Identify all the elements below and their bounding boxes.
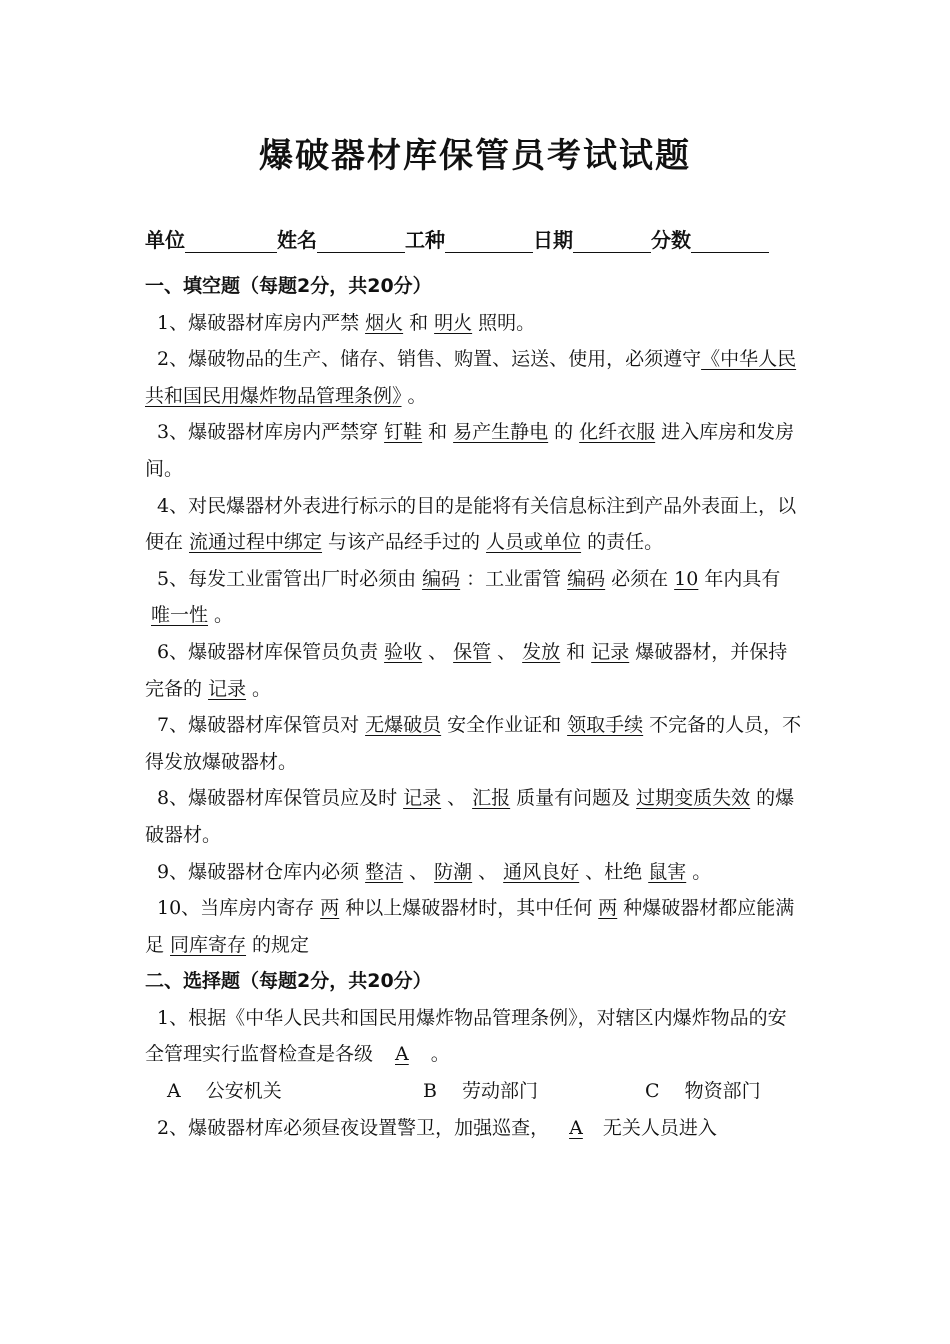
question-text: 。 <box>252 677 272 700</box>
question-text: 种爆破器材都应能满足 <box>145 897 795 956</box>
question-3 <box>145 414 805 487</box>
question-text: 照明。 <box>478 311 536 334</box>
question-text: 的责任。 <box>587 531 664 554</box>
question-6 <box>145 634 805 707</box>
question-text: 、 <box>428 640 448 663</box>
answer-blank: A <box>395 1043 409 1066</box>
answer-blank: 钉鞋 <box>384 421 423 444</box>
section-heading-fill-blank: 一、填空题（每题2分，共20分） <box>145 275 432 297</box>
answer-blank: 同库寄存 <box>170 933 247 956</box>
question-text: 5、每发工业雷管出厂时必须由 <box>157 567 417 590</box>
exam-body <box>145 268 805 1146</box>
question-text: 2、爆破物品的生产、储存、销售、购置、运送、使用，必须遵守 <box>157 348 702 371</box>
question-5 <box>145 561 805 634</box>
answer-blank: 通风良好 <box>503 860 580 883</box>
section-heading-multiple-choice: 二、选择题（每题2分，共20分） <box>145 970 432 993</box>
answer-blank: 保管 <box>453 640 492 663</box>
page-title: 爆破器材库保管员考试试题 <box>259 136 691 176</box>
question-text: ：工业雷管 <box>466 567 562 590</box>
answer-blank: 10 <box>674 567 699 590</box>
answer-blank: 过期变质失效 <box>636 787 751 810</box>
question-text: 、杜绝 <box>585 860 643 883</box>
question-text: 、 <box>447 787 467 810</box>
question-text: 不完备的人员，不得发放爆破器材。 <box>145 714 802 773</box>
answer-blank: A <box>569 1116 583 1139</box>
question-text: 和 <box>409 311 429 334</box>
option-c: C 物资部门 <box>645 1080 761 1103</box>
choice-question-1 <box>145 1000 805 1073</box>
answer-blank: 《中华人民共和国民用爆炸物品管理条例》 <box>145 348 797 407</box>
answer-blank: 记录 <box>591 640 630 663</box>
answer-blank: 领取手续 <box>567 714 644 737</box>
question-8 <box>145 780 805 853</box>
answer-blank: 流通过程中绑定 <box>189 531 323 554</box>
answer-blank: 明火 <box>434 311 473 334</box>
answer-blank: 两 <box>320 897 340 920</box>
score-label: 分数 <box>651 228 691 252</box>
question-text: 的爆破器材。 <box>145 787 795 846</box>
question-text: 和 <box>428 421 448 444</box>
exam-header <box>145 224 805 253</box>
answer-blank: 化纤衣服 <box>579 421 656 444</box>
question-text: 9、爆破器材仓库内必须 <box>157 860 360 883</box>
question-text: 、 <box>497 640 517 663</box>
answer-blank: 记录 <box>208 677 247 700</box>
question-text: 安全作业证和 <box>447 714 562 737</box>
unit-label: 单位 <box>145 228 185 252</box>
unit-blank[interactable] <box>185 230 277 253</box>
question-text: 8、爆破器材库保管员应及时 <box>157 787 398 810</box>
question-text: 无关人员进入 <box>602 1116 717 1139</box>
question-text: 的规定 <box>252 933 310 956</box>
question-text: 1、根据《中华人民共和国民用爆炸物品管理条例》，对辖区内爆炸物品的安全管理实行监督检查是各级 <box>145 1006 787 1066</box>
answer-blank: 防潮 <box>434 860 473 883</box>
answer-blank: 鼠害 <box>648 860 687 883</box>
answer-blank: 验收 <box>384 640 423 663</box>
option-b: B 劳动部门 <box>423 1080 539 1103</box>
question-text: 年内具有 <box>704 567 781 590</box>
question-1 <box>145 305 805 342</box>
answer-blank: 发放 <box>522 640 561 663</box>
question-text: 。 <box>430 1043 450 1066</box>
option-a: A 公安机关 <box>167 1080 282 1103</box>
answer-blank: 易产生静电 <box>453 421 549 444</box>
answer-blank: 烟火 <box>365 311 404 334</box>
date-blank[interactable] <box>573 230 651 253</box>
question-text: 4、对民爆器材外表进行标示的目的是能将有关信息标注到产品外表面上，以便在 <box>145 494 797 554</box>
name-label: 姓名 <box>277 228 317 252</box>
question-4 <box>145 488 805 561</box>
score-blank[interactable] <box>691 230 769 253</box>
question-10 <box>145 890 805 963</box>
question-text: 10、当库房内寄存 <box>157 897 315 920</box>
answer-blank: 编码 <box>567 567 606 590</box>
job-label: 工种 <box>405 228 445 252</box>
date-label: 日期 <box>533 228 573 252</box>
question-text: 的 <box>554 421 574 444</box>
question-text: 质量有问题及 <box>516 787 631 810</box>
question-text: 。 <box>692 860 712 883</box>
question-text: 7、爆破器材库保管员对 <box>157 714 360 737</box>
question-text: 爆破器材，并保持完备的 <box>145 640 788 700</box>
question-text: 。 <box>407 384 427 407</box>
choice-question-2 <box>145 1110 805 1147</box>
question-7 <box>145 707 805 780</box>
question-9 <box>145 854 805 891</box>
answer-blank: 汇报 <box>472 787 511 810</box>
question-text: 、 <box>409 860 429 883</box>
answer-blank: 整洁 <box>365 860 404 883</box>
question-text: 1、爆破器材库房内严禁 <box>157 311 360 334</box>
question-text: 进入库房和发房间。 <box>145 421 795 480</box>
question-text: 必须在 <box>611 567 669 590</box>
name-blank[interactable] <box>317 230 405 253</box>
question-text: 3、爆破器材库房内严禁穿 <box>157 421 379 444</box>
question-text: 和 <box>566 640 586 663</box>
choice-options <box>145 1073 805 1110</box>
question-text: 种以上爆破器材时，其中任何 <box>345 897 593 920</box>
answer-blank: 人员或单位 <box>486 531 582 554</box>
answer-blank: 记录 <box>403 787 442 810</box>
question-text: 。 <box>214 604 234 627</box>
question-2 <box>145 341 805 414</box>
answer-blank: 两 <box>598 897 618 920</box>
answer-blank: 编码 <box>422 567 461 590</box>
question-text: 、 <box>478 860 498 883</box>
question-text: 2、爆破器材库必须昼夜设置警卫，加强巡查， <box>157 1116 550 1139</box>
answer-blank: 唯一性 <box>151 604 209 627</box>
answer-blank: 无爆破员 <box>365 714 442 737</box>
question-text: 6、爆破器材库保管员负责 <box>157 640 379 663</box>
question-text: 与该产品经手过的 <box>328 531 481 554</box>
job-blank[interactable] <box>445 230 533 253</box>
